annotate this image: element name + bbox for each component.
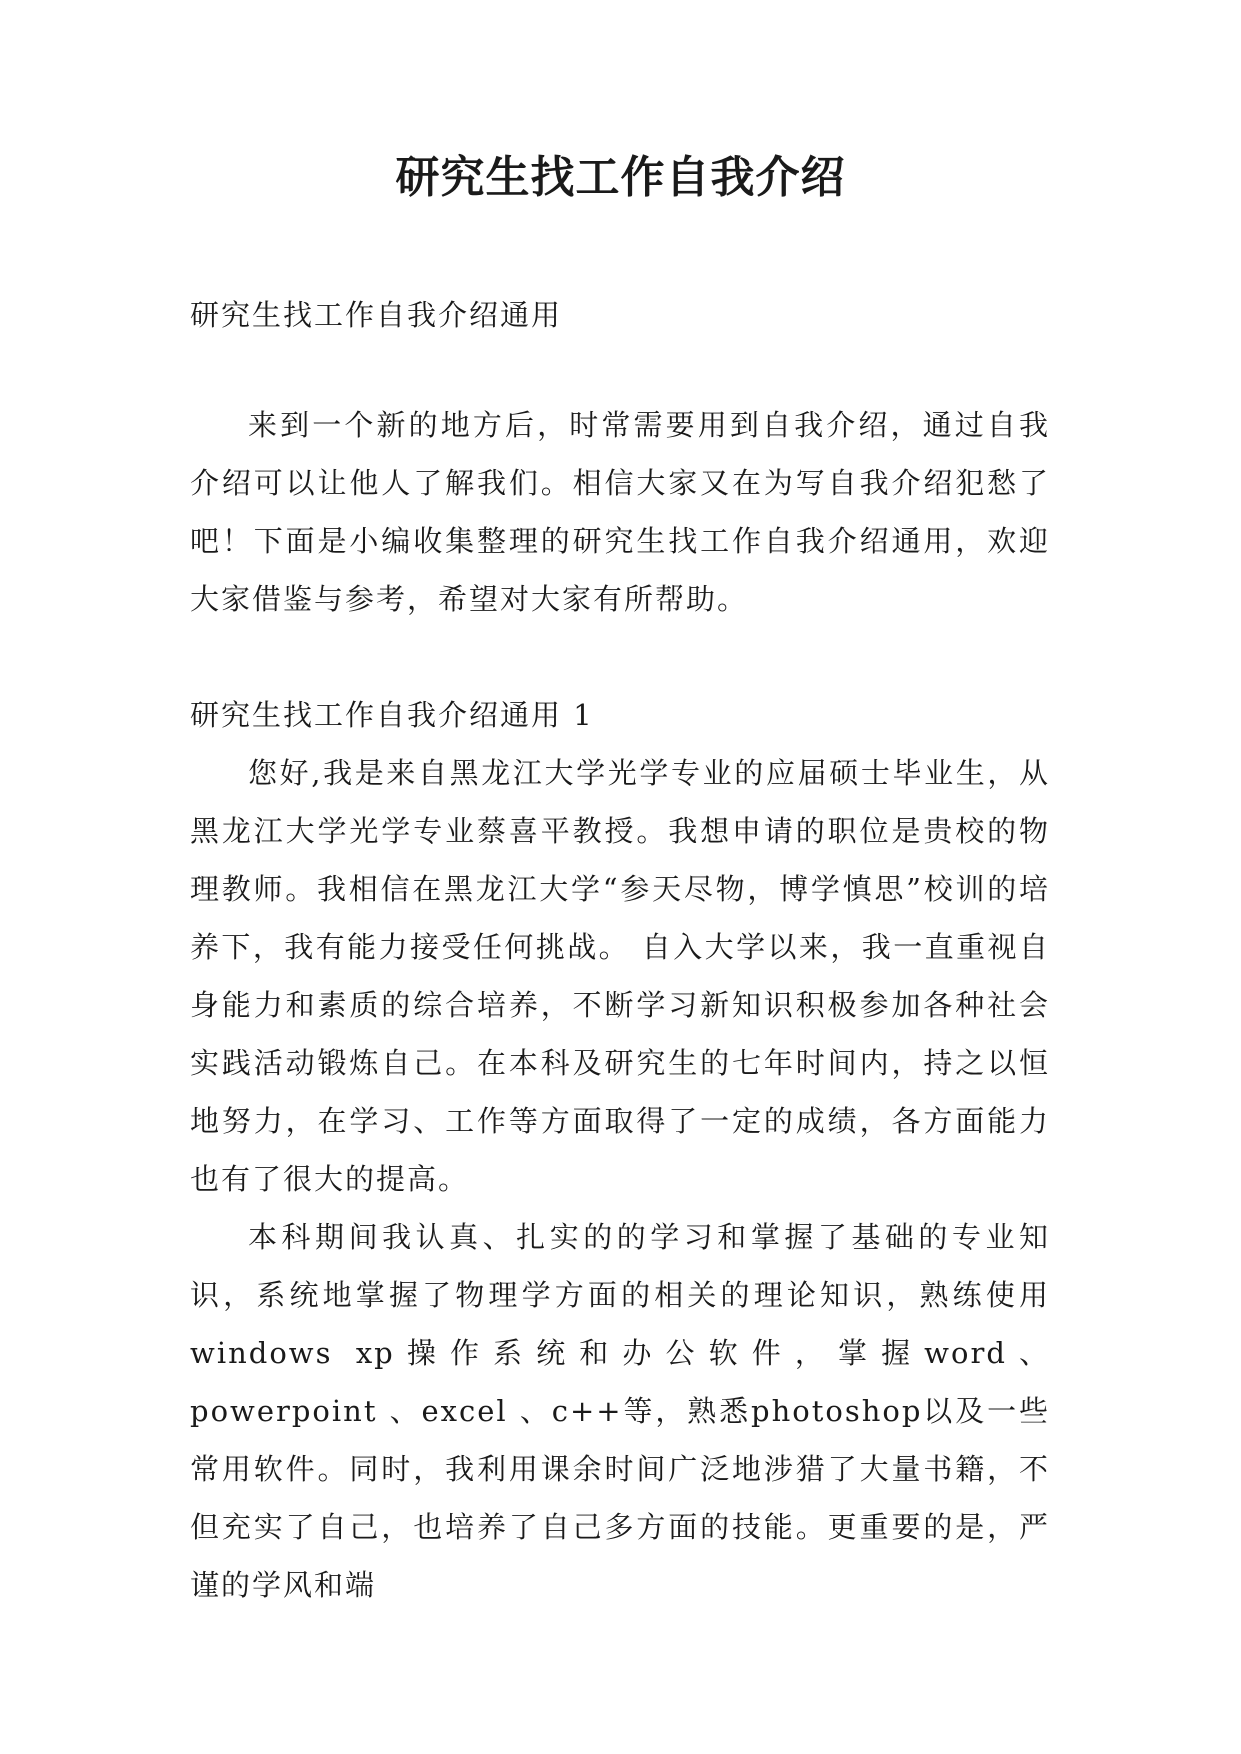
document-subtitle: 研究生找工作自我介绍通用 (190, 298, 563, 332)
intro-paragraph: 来到一个新的地方后，时常需要用到自我介绍，通过自我介绍可以让他人了解我们。相信大家又在为写自我介绍犯愁了吧！下面是小编收集整理的研究生找工作自我介绍通用，欢迎大家借鉴与参考，希望对大家有所帮助。 (190, 408, 1050, 616)
document-body (190, 286, 1050, 1614)
page-title: 研究生找工作自我介绍 (395, 152, 846, 203)
body-paragraph: 您好,我是来自黑龙江大学光学专业的应届硕士毕业生，从黑龙江大学光学专业蔡喜平教授。我想申请的职位是贵校的物理教师。我相信在黑龙江大学“参天尽物，博学慎思”校训的培养下，我有能力接受任何挑战。 自入大学以来，我一直重视自身能力和素质的综合培养，不断学习新知识积极参加各种社会实践活动锻炼自己。在本科及研究生的七年时间内，持之以恒地努力，在学习、工作等方面取得了一定的成绩，各方面能力也有了很大的提高。 (190, 756, 1050, 1196)
body-paragraph: 本科期间我认真、扎实的的学习和掌握了基础的专业知识，系统地掌握了物理学方面的相关的理论知识，熟练使用windows xp操作系统和办公软件，掌握word、powerpoint 、excel 、c++等，熟悉photoshop以及一些常用软件。同时，我利用课余时间广泛地涉猎了大量书籍，不但充实了自己，也培养了自己多方面的技能。更重要的是，严谨的学风和端 (190, 1220, 1050, 1602)
section-heading: 研究生找工作自我介绍通用 1 (190, 698, 594, 732)
